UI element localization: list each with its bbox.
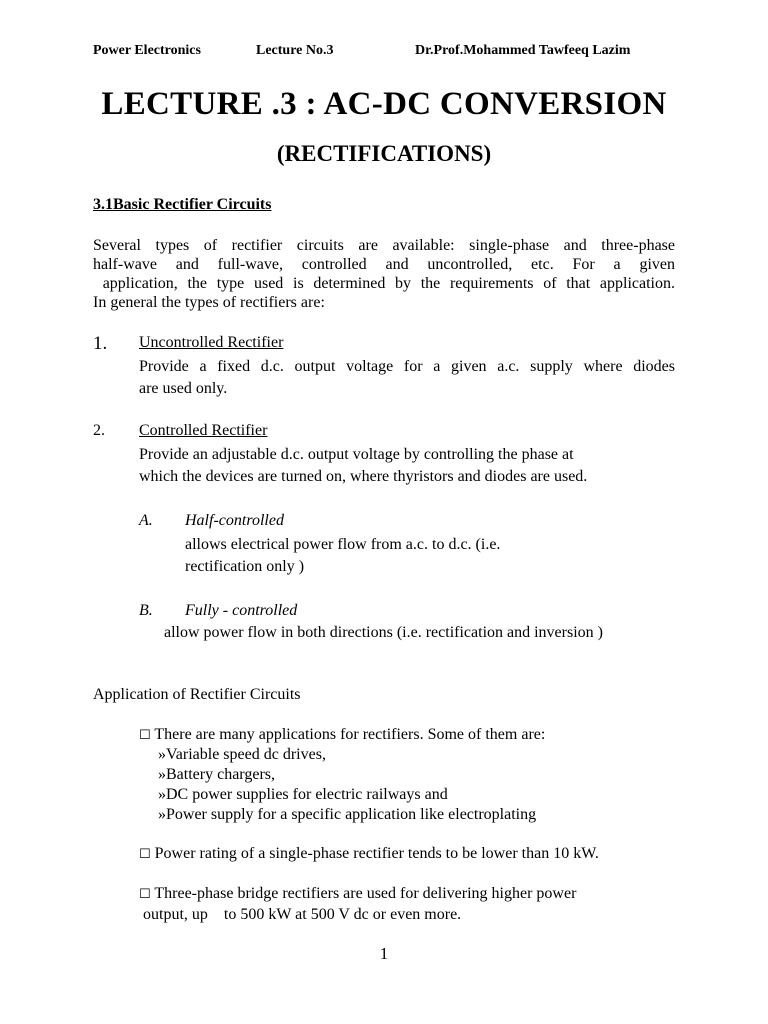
list-number: 1. — [93, 333, 108, 354]
bullet-text: There are many applications for rectifiers. Some of them are: — [154, 726, 546, 743]
intro-line: application, the type used is determined by the requirements of that application. — [93, 275, 675, 292]
header-author: Dr.Prof.Mohammed Tawfeeq Lazim — [415, 43, 631, 58]
subtype-letter: B. — [139, 602, 153, 619]
subtype-description-line: allow power flow in both directions (i.e. rectification and inversion ) — [164, 624, 603, 641]
bullet-text: Three-phase bridge rectifiers are used for delivering higher power — [154, 885, 577, 902]
subtype-letter: A. — [139, 512, 153, 529]
page-subtitle: (RECTIFICATIONS) — [276, 141, 492, 166]
subtype-title: Half-controlled — [185, 512, 284, 529]
checkbox-icon: ☐ — [139, 847, 151, 862]
header-course: Power Electronics — [93, 43, 201, 58]
type-title: Controlled Rectifier — [139, 422, 268, 439]
bullet-item — [139, 885, 576, 903]
page-number: 1 — [379, 944, 389, 963]
bullet-continuation: output, up to 500 kW at 500 V dc or even more. — [143, 906, 462, 923]
bullet-text: Power rating of a single-phase rectifier tends to be lower than 10 kW. — [154, 845, 599, 862]
checkbox-icon: ☐ — [139, 887, 151, 902]
bullet-subitem: »Variable speed dc drives, — [158, 746, 326, 763]
intro-line: In general the types of rectifiers are: — [93, 294, 325, 311]
type-description — [139, 356, 675, 400]
bullet-item — [139, 726, 545, 744]
checkbox-icon: ☐ — [139, 728, 151, 743]
subtype-description-line: allows electrical power flow from a.c. to d.c. (i.e. — [185, 536, 501, 553]
section-heading: 3.1Basic Rectifier Circuits — [93, 196, 272, 213]
type-title: Uncontrolled Rectifier — [139, 334, 284, 351]
type-description-line: Provide a fixed d.c. output voltage for a given a.c. supply where diodes — [139, 358, 675, 375]
page-title: LECTURE .3 : AC-DC CONVERSION — [101, 86, 667, 122]
list-number: 2. — [93, 422, 105, 439]
intro-line: Several types of rectifier circuits are available: single-phase and three-phase — [93, 237, 675, 254]
subtype-title: Fully - controlled — [185, 602, 298, 619]
header-lecture: Lecture No.3 — [256, 43, 334, 58]
bullet-item — [139, 845, 599, 863]
subtype-description-line: rectification only ) — [185, 558, 305, 575]
bullet-subitems — [158, 745, 536, 825]
subtype-description — [185, 534, 685, 578]
type-description-line: Provide an adjustable d.c. output voltage by controlling the phase at — [139, 446, 574, 463]
type-description — [139, 444, 699, 488]
bullet-subitem: »DC power supplies for electric railways and — [158, 786, 448, 803]
bullet-subitem: »Battery chargers, — [158, 766, 275, 783]
applications-heading: Application of Rectifier Circuits — [93, 686, 301, 703]
intro-paragraph — [93, 236, 675, 312]
type-description-line: which the devices are turned on, where thyristors and diodes are used. — [139, 468, 588, 485]
bullet-subitem: »Power supply for a specific application like electroplating — [158, 806, 537, 823]
intro-line: half-wave and full-wave, controlled and uncontrolled, etc. For a given — [93, 256, 675, 273]
type-description-line: are used only. — [139, 380, 228, 397]
